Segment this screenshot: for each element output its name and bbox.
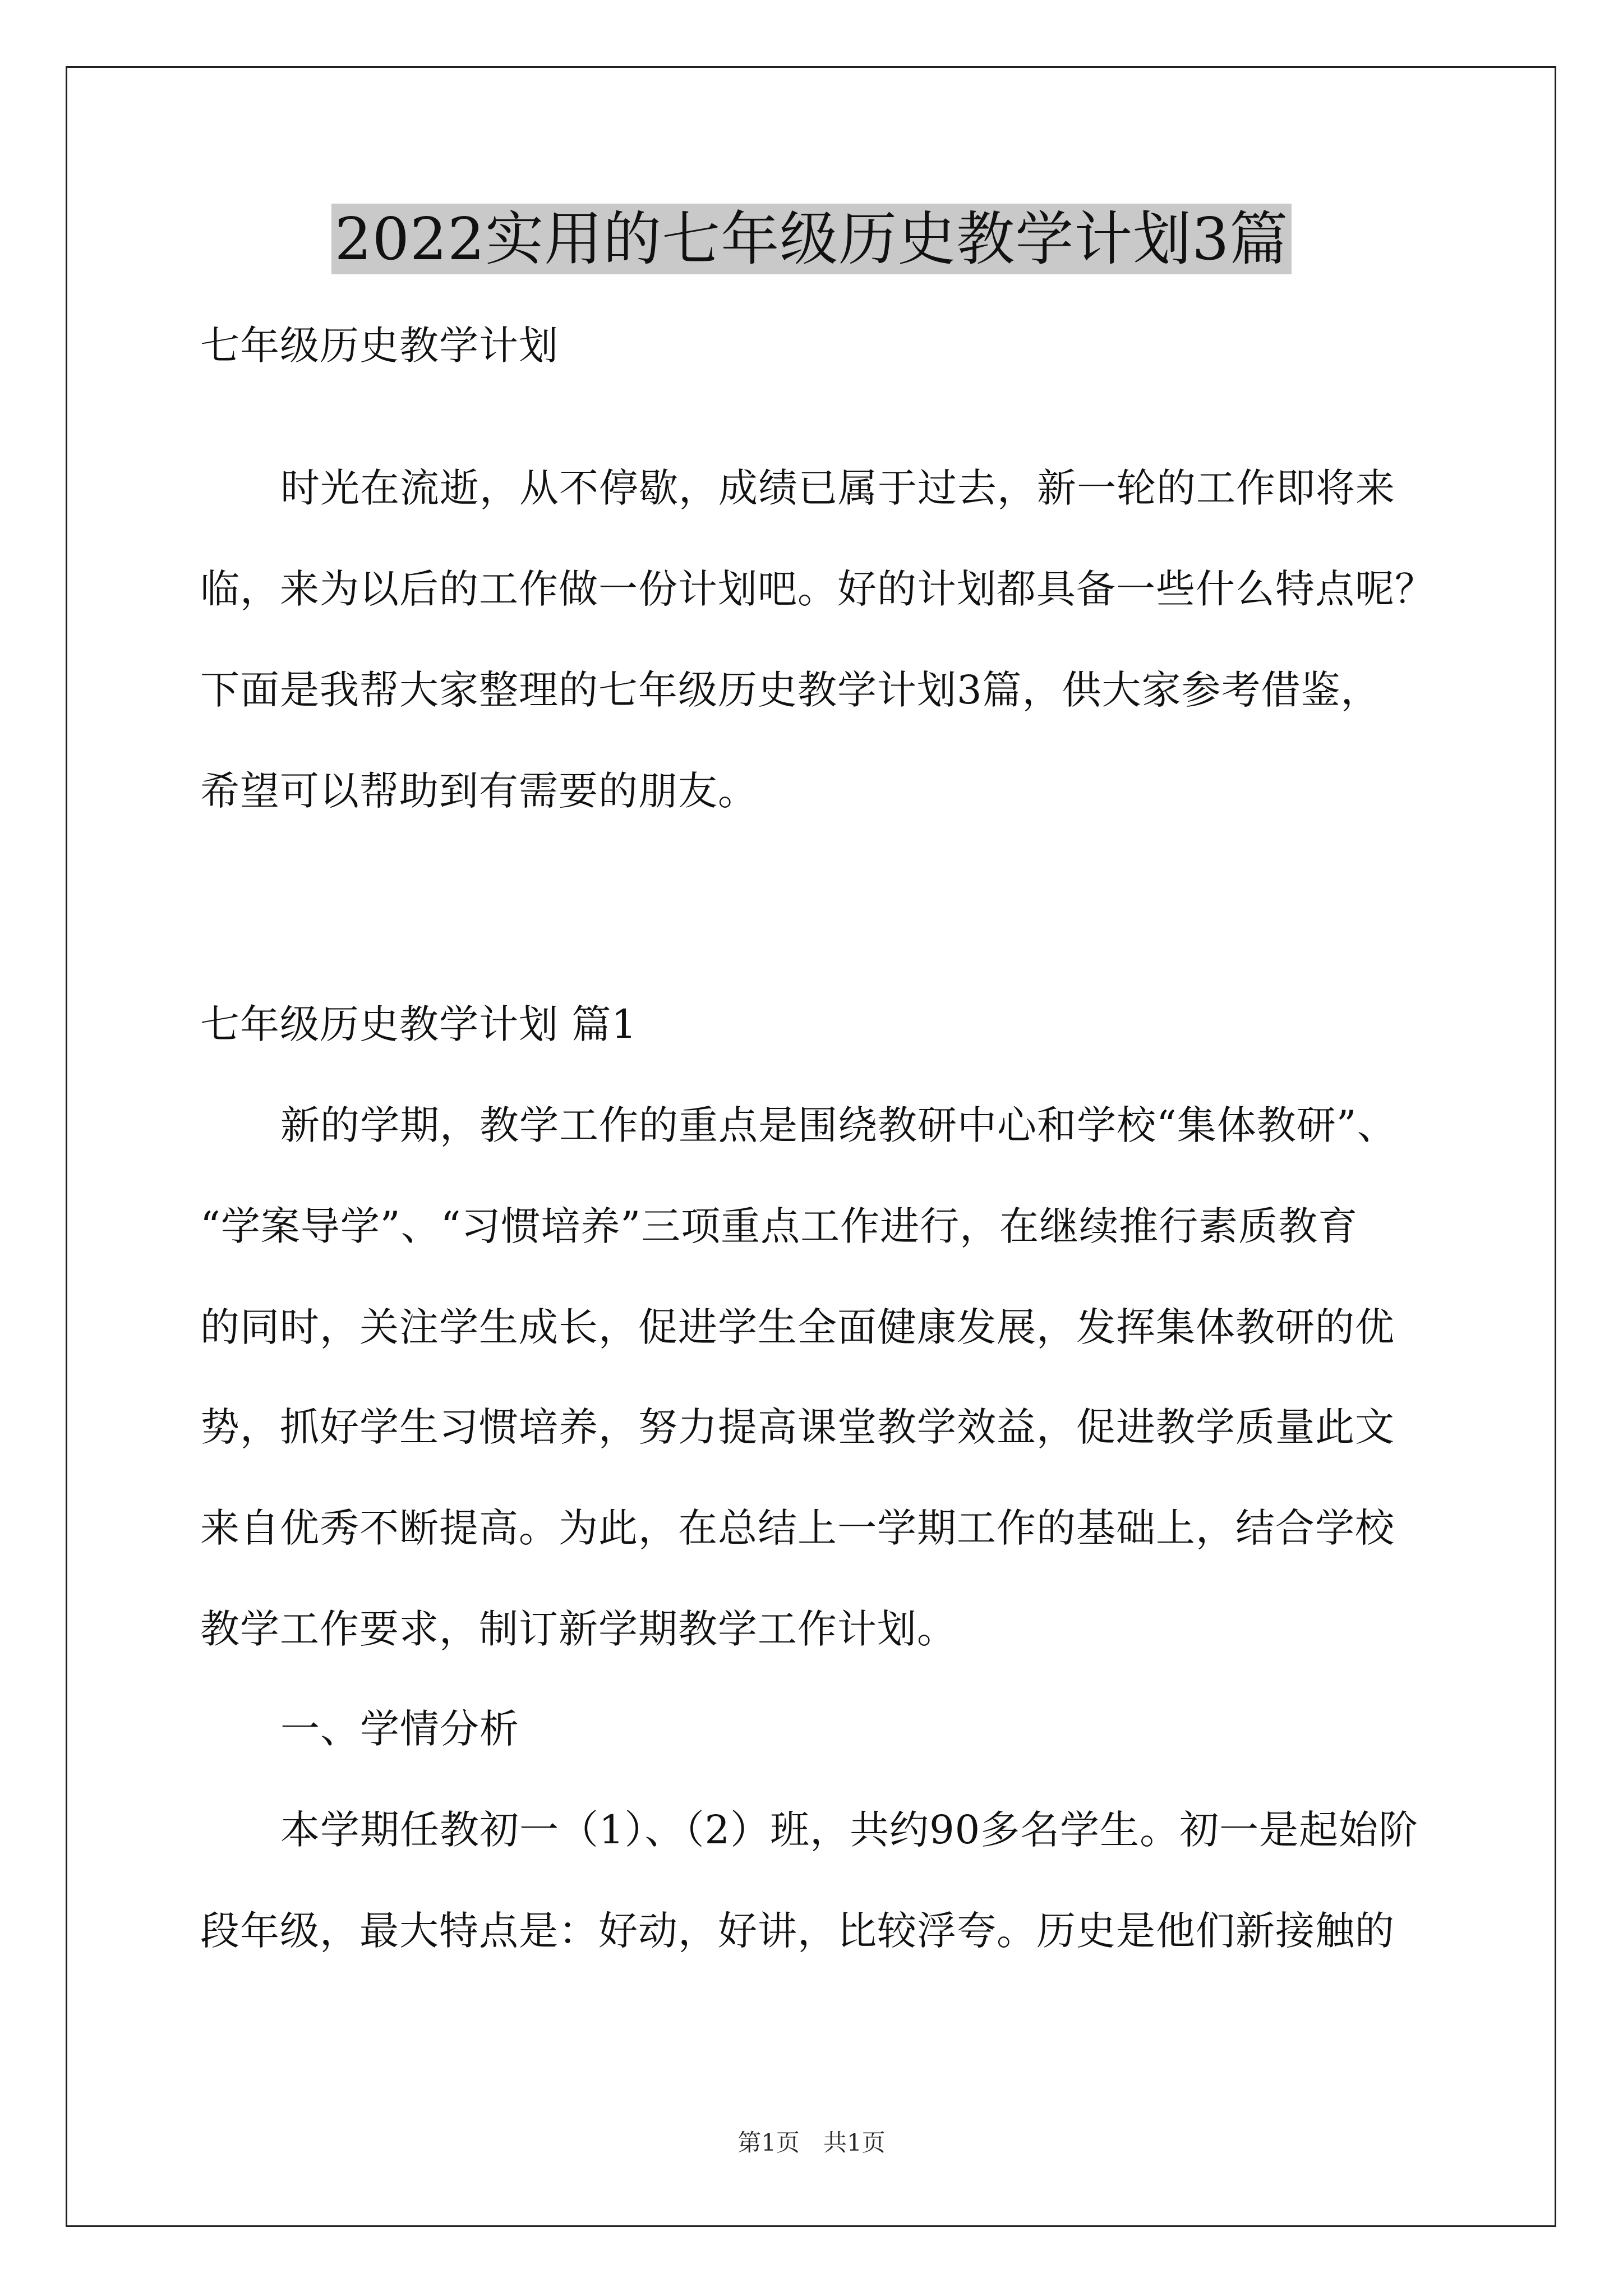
body-line: 教学工作要求，制订新学期教学工作计划。	[200, 1606, 957, 1652]
document-title-text: 2022实用的七年级历史教学计划3篇	[331, 204, 1292, 274]
page-number: 第1页	[737, 2129, 800, 2156]
section-heading: 七年级历史教学计划 篇1	[200, 1001, 637, 1047]
subheading: 一、学情分析	[280, 1706, 519, 1752]
body-line: 势，抓好学生习惯培养，努力提高课堂教学效益，促进教学质量此文	[200, 1404, 1395, 1450]
analysis-line: 本学期任教初一（1）、（2）班，共约90多名学生。初一是起始阶	[280, 1807, 1419, 1853]
section-heading: 七年级历史教学计划	[200, 323, 559, 369]
page-footer	[0, 2126, 1623, 2160]
intro-line: 下面是我帮大家整理的七年级历史教学计划3篇，供大家参考借鉴，	[200, 667, 1381, 713]
body-line: “学案导学”、“习惯培养”三项重点工作进行，在继续推行素质教育	[200, 1203, 1358, 1249]
page-total: 共1页	[823, 2129, 886, 2156]
document-title	[0, 200, 1623, 278]
intro-line: 临，来为以后的工作做一份计划吧。好的计划都具备一些什么特点呢？	[200, 566, 1435, 612]
analysis-line: 段年级，最大特点是：好动，好讲，比较浮夸。历史是他们新接触的	[200, 1908, 1395, 1954]
intro-line: 希望可以帮助到有需要的朋友。	[200, 768, 758, 814]
body-line: 的同时，关注学生成长，促进学生全面健康发展，发挥集体教研的优	[200, 1304, 1395, 1350]
body-line: 新的学期，教学工作的重点是围绕教研中心和学校“集体教研”、	[280, 1102, 1397, 1148]
intro-line: 时光在流逝，从不停歇，成绩已属于过去，新一轮的工作即将来	[280, 465, 1395, 511]
body-line: 来自优秀不断提高。为此，在总结上一学期工作的基础上，结合学校	[200, 1505, 1395, 1551]
